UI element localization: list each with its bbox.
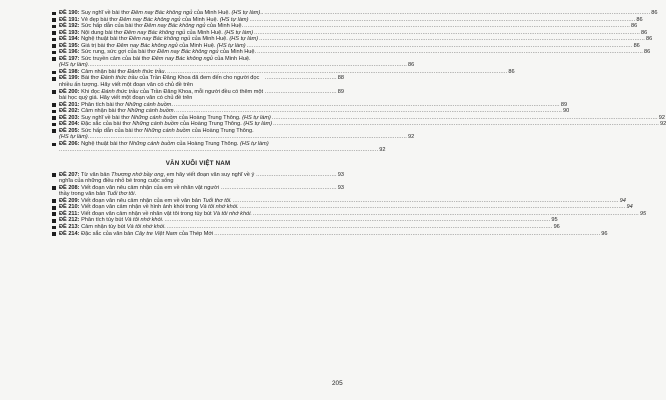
leader-dots: ......................................................................................................................................................................................	[87, 62, 407, 69]
entry-text: của Minh Huệ.	[177, 42, 217, 49]
page-ref: 94	[619, 197, 626, 204]
entry-text: Sức truyền cảm của bài thơ	[79, 55, 152, 62]
bullet-icon	[52, 71, 56, 75]
toc-entry-199	[52, 75, 344, 88]
entry-number: ĐỀ 213:	[59, 223, 80, 230]
entry-text: .	[173, 108, 176, 115]
page-ref: 94	[626, 204, 633, 211]
entry-tag: (HS tự làm)	[59, 62, 88, 69]
bullet-icon	[52, 51, 56, 55]
entry-number: ĐỀ 204:	[59, 121, 80, 128]
leader-dots: ............................................................................................................................................................................................................................	[253, 210, 639, 217]
entry-text: của Trần Đăng Khoa đã đem đến cho người đọc nhiều ấn tượng. Hãy viết một đoạn văn có chủ đề trên	[59, 75, 260, 89]
work-title: Đêm nay Bác không ngủ	[119, 16, 181, 23]
entry-text: của Trần Đăng Khoa, mỗi người đều có thêm một bài học quý giá. Hãy viết một đoạn văn có chủ đề trên	[59, 88, 264, 102]
leader-dots: ............................................................................................................................................................................................................................	[214, 230, 601, 237]
entry-tag: (HS tự làm)	[242, 114, 271, 121]
bullet-icon	[52, 18, 56, 22]
entry-text: .	[161, 217, 164, 224]
entry-number: ĐỀ 212:	[59, 217, 80, 224]
work-title: Đêm nay Bác không ngủ	[144, 23, 206, 30]
bullet-icon	[52, 31, 56, 35]
leader-dots: ............................................................................................................................................................................................................................	[257, 49, 643, 56]
leader-dots: ............................................................................................................................................................................................................................	[259, 36, 646, 43]
entry-tag: (HS tự làm)	[224, 29, 254, 36]
work-title: Đêm nay Bác không ngủ	[131, 10, 193, 16]
work-title: Đánh thức trầu	[127, 68, 165, 75]
bullet-icon	[52, 110, 56, 114]
entry-text: Đặc sắc của bài thơ	[79, 121, 133, 128]
entry-number: ĐỀ 200:	[59, 88, 80, 95]
leader-dots: ............................................................................................................................................................................................................................	[239, 204, 626, 211]
entry-tag: (HS tự làm)	[229, 36, 259, 43]
entry-text: Khi đọc	[79, 88, 102, 95]
leader-dots: ............................................................................................................................................................................................................................	[249, 16, 636, 23]
page-ref: 86	[651, 10, 658, 16]
page-ref: 86	[630, 23, 638, 30]
page-ref: 93	[337, 184, 344, 191]
entry-text: Từ văn bản	[79, 171, 112, 178]
bullet-icon	[52, 103, 56, 107]
entry-text: Cảm nhận tùy bút	[79, 223, 127, 230]
page-ref: 96	[601, 230, 608, 237]
entry-text: Viết đoạn văn cảm nhận về hình ảnh khói trong	[79, 204, 200, 211]
entry-text: Bài thơ	[79, 75, 101, 82]
work-title: Tuổi thơ tôi.	[202, 197, 232, 204]
entry-tag: (HS tự làm)	[219, 16, 249, 23]
work-title: Cây tre Việt Nam	[134, 230, 178, 237]
bullet-icon	[52, 186, 56, 190]
entry-number: ĐỀ 197:	[59, 55, 80, 62]
entry-tag: (HS tự làm)	[243, 121, 273, 128]
work-title: Và tôi nhớ khói.	[213, 210, 252, 217]
entry-text: Viết đoạn văn nêu cảm nhận của em về văn bản	[79, 197, 203, 204]
work-title: Đánh thức trầu	[100, 75, 138, 82]
entry-number: ĐỀ 209:	[59, 197, 80, 204]
entry-number: ĐỀ 205:	[59, 127, 80, 134]
entry-text: .	[171, 101, 173, 108]
entry-number: ĐỀ 210:	[59, 204, 80, 211]
entry-text: của Minh Huệ.	[180, 16, 220, 23]
entry-text: của Minh Huệ.	[190, 36, 230, 43]
bullet-icon	[52, 44, 56, 48]
leader-dots: ............................................................................................................................................................................................................................	[264, 10, 651, 16]
toc-entry-206	[52, 140, 386, 154]
work-title: Những cánh buồm	[127, 108, 174, 115]
entry-text: , em hãy viết đoạn văn suy nghĩ về ý nghĩa của những điều nhỏ bé trong cuộc sống	[59, 171, 255, 185]
work-title: Đêm nay Bác không ngủ	[128, 36, 191, 43]
leader-dots: ............................................................................................................................................................................................................................	[254, 29, 641, 36]
work-title: Những cánh buồm	[144, 127, 191, 134]
page-ref: 89	[560, 101, 568, 108]
work-title: Đánh thức trầu	[101, 88, 139, 95]
work-title: Những cánh buồm	[125, 101, 172, 108]
page-ref: 86	[636, 16, 643, 23]
entry-text: Viết đoạn văn nêu cảm nhận của em về nhân vật người thầy trong văn bản	[59, 184, 220, 198]
toc-entry-200	[52, 89, 344, 102]
page-ref: 90	[563, 108, 570, 115]
page-ref: 92	[407, 134, 415, 141]
entry-text: Suy nghĩ về bài thơ	[79, 10, 132, 16]
page-number: 205	[332, 380, 343, 387]
entry-number: ĐỀ 198:	[59, 68, 80, 75]
leader-dots: ............................................................................................................................................................................................................................	[246, 42, 633, 49]
toc-entry-197	[52, 55, 415, 69]
entry-number: ĐỀ 206:	[59, 140, 80, 147]
entry-text: Sức hấp dẫn của bài thơ	[79, 23, 145, 30]
work-title: Đêm nay Bác không ngủ	[116, 42, 178, 49]
page-ref: 86	[508, 68, 515, 75]
toc-entry-208	[52, 185, 344, 198]
work-title: Và tôi nhớ khói	[124, 217, 162, 224]
page-ref: 86	[641, 29, 648, 36]
entry-text: của Minh Huệ.	[205, 23, 244, 30]
entry-tag: (HS tự làm)	[231, 10, 261, 16]
entry-text: ..	[260, 10, 264, 16]
entry-text: của Minh Huệ.	[218, 49, 257, 56]
page-ref: 92	[658, 114, 666, 121]
page-ref: 86	[646, 36, 653, 43]
page-ref: 95	[551, 217, 558, 224]
work-title: Và tôi nhớ khói.	[199, 204, 239, 211]
page-ref: 92	[379, 147, 386, 154]
entry-text: Phân tích tùy bút	[79, 217, 125, 224]
leader-dots: ..............................................	[256, 171, 337, 178]
entry-text: của Hoàng Trung Thông.	[177, 114, 243, 121]
entry-number: ĐỀ 195:	[59, 42, 80, 49]
work-title: Đêm nay Bác không ngủ	[123, 29, 186, 36]
table-of-contents	[52, 10, 666, 237]
leader-dots: ............................................................................................................................................................................................................................	[244, 23, 630, 30]
leader-dots: .........................................	[264, 88, 337, 95]
leader-dots: ......................................................................................................................................................................................	[59, 147, 379, 154]
entry-text: Viết đoạn văn cảm nhận về nhân vật tôi trong tùy bút	[79, 210, 214, 217]
page-ref: 96	[553, 223, 560, 230]
entry-number: ĐỀ 214:	[59, 230, 80, 237]
leader-dots: .........................................	[264, 75, 337, 82]
page-ref: 86	[407, 62, 415, 69]
entry-number: ĐỀ 211:	[59, 210, 80, 217]
bullet-icon	[52, 143, 56, 147]
bullet-icon	[52, 129, 56, 133]
work-title: Tuổi thơ tôi	[106, 191, 135, 198]
bullet-icon	[52, 25, 56, 29]
bullet-icon	[52, 90, 56, 94]
bullet-icon	[52, 206, 56, 210]
entry-number: ĐỀ 207:	[59, 171, 80, 178]
entry-text: Nghệ thuật bài thơ	[79, 140, 129, 147]
entry-number: ĐỀ 191:	[59, 16, 80, 23]
work-title: Đêm nay Bác không ngủ	[151, 55, 213, 62]
page-ref: 95	[639, 210, 647, 217]
leader-dots: ..................................................................................................................................................................................................	[167, 68, 508, 75]
entry-number: ĐỀ 199:	[59, 75, 80, 82]
work-title: Những cánh buồm	[131, 114, 178, 121]
entry-tag: (HS tự làm)	[59, 134, 88, 141]
work-title: Những cánh buồm	[128, 140, 176, 147]
entry-text: .	[134, 191, 136, 198]
toc-entry-205	[52, 127, 415, 141]
entry-number: ĐỀ 201:	[59, 101, 80, 108]
bullet-icon	[52, 38, 56, 42]
page-ref: 86	[633, 42, 640, 49]
page-ref: 86	[643, 49, 651, 56]
entry-text: Cảm nhận bài thơ	[79, 68, 128, 75]
entry-text: của Hoàng Trung Thông.	[190, 127, 254, 134]
entry-text: Sức rung, sức gợi của bài thơ	[79, 49, 158, 56]
bullet-icon	[52, 123, 56, 127]
bullet-icon	[52, 12, 56, 16]
entry-text: Đặc sắc của văn bản	[79, 230, 135, 237]
entry-tag: (HS tự làm)	[239, 140, 269, 147]
bullet-icon	[52, 57, 56, 61]
entry-text: .	[164, 223, 166, 230]
entry-text: của Minh Huệ.	[185, 29, 225, 36]
entry-text: của Minh Huệ.	[192, 10, 232, 16]
page-ref: 92	[660, 121, 666, 128]
work-title: Thương nhớ bầy ong	[111, 171, 164, 178]
leader-dots: ............................................................................................................................................................................................................................	[176, 108, 562, 115]
entry-number: ĐỀ 208:	[59, 184, 80, 191]
entry-number: ĐỀ 193:	[59, 29, 80, 36]
bullet-icon	[52, 116, 56, 120]
entry-text: .	[164, 68, 167, 75]
bullet-icon	[52, 212, 56, 216]
bullet-icon	[52, 232, 56, 236]
leader-dots: ............................................................................................................................................................................................................................	[173, 101, 560, 108]
entry-text: Cảm nhận bài thơ	[79, 108, 128, 115]
bullet-icon	[52, 219, 56, 223]
entry-text: Sức hấp dẫn của bài thơ	[79, 127, 145, 134]
bullet-icon	[52, 199, 56, 203]
toc-entry	[52, 230, 608, 238]
entry-text: Suy nghĩ về bài thơ	[79, 114, 132, 121]
entry-text: của Hoàng Trung Thông.	[178, 121, 244, 128]
entry-text: của Thép Mới	[177, 230, 214, 237]
work-title: Và tôi nhớ khói	[126, 223, 165, 230]
toc-entry-207	[52, 172, 344, 185]
bullet-icon	[52, 173, 56, 177]
entry-text: của Hoàng Trung Thông.	[175, 140, 240, 147]
entry-text: Giá trị bài thơ	[79, 42, 117, 49]
leader-dots: ............................................................................................................................................................................................................................	[232, 197, 619, 204]
entry-text: Vẻ đẹp bài thơ	[79, 16, 120, 23]
leader-dots: ............................................................................................................................................................................................................................	[164, 217, 551, 224]
section-title: VĂN XUÔI VIỆT NAM	[165, 160, 231, 168]
entry-text: Nội dung bài thơ	[79, 29, 124, 36]
entry-tag: (HS tự làm)	[216, 42, 246, 49]
entry-text: của Minh Huệ.	[212, 55, 251, 62]
leader-dots: ......................................................................................................................................................................................	[87, 134, 407, 141]
leader-dots: ..................................................................	[220, 184, 337, 191]
leader-dots: ............................................................................................................................................................................................................................	[271, 114, 658, 121]
page-ref: 88	[337, 75, 344, 82]
entry-number: ĐỀ 203:	[59, 114, 80, 121]
leader-dots: ............................................................................................................................................................................................................................	[273, 121, 660, 128]
work-title: Đêm nay Bác không ngủ	[157, 49, 219, 56]
bullet-icon	[52, 226, 56, 230]
entry-text: Phân tích bài thơ	[79, 101, 126, 108]
page-ref: 89	[337, 88, 344, 95]
bullet-icon	[52, 77, 56, 81]
entry-text: Nghệ thuật bài thơ	[79, 36, 129, 43]
entry-number: ĐỀ 202:	[59, 108, 80, 115]
entry-number: ĐỀ 194:	[59, 36, 80, 43]
entry-number: ĐỀ 192:	[59, 23, 80, 30]
page-ref: 93	[337, 171, 344, 178]
leader-dots: ............................................................................................................................................................................................................................	[166, 223, 553, 230]
entry-number: ĐỀ 196:	[59, 49, 80, 56]
entry-number: ĐỀ 190:	[59, 10, 80, 16]
work-title: Những cánh buồm	[132, 121, 179, 128]
